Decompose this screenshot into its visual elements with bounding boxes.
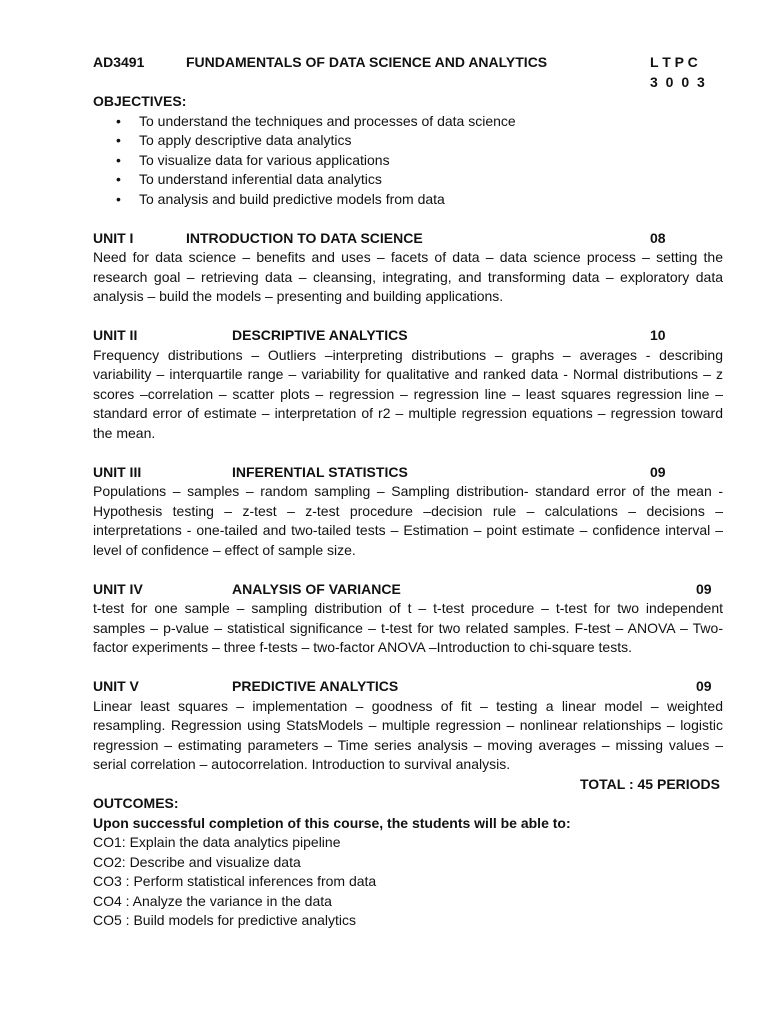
unit-4 bbox=[93, 580, 723, 658]
unit-content: Linear least squares – implementation – goodness of fit – testing a linear model – weighted resampling. Regression using StatsModels – multiple regression – nonlinear relationships – logistic regression – estimating parameters – Time series analysis – moving averages – missing values – serial correlation – autocorrelation. Introduction to survival analysis. bbox=[93, 697, 723, 772]
ltpc-row bbox=[93, 73, 723, 93]
unit-label: UNIT IV bbox=[93, 580, 143, 597]
list-item: • To apply descriptive data analytics bbox=[93, 131, 723, 151]
unit-label: UNIT I bbox=[93, 229, 134, 246]
list-item: • To analysis and build predictive models from data bbox=[93, 190, 723, 210]
objectives-heading: OBJECTIVES: bbox=[93, 93, 187, 109]
unit-hours: 08 bbox=[650, 229, 666, 246]
unit-content: Populations – samples – random sampling – Sampling distribution- standard error of the mean - Hypothesis testing – z-test – z-test procedure –decision rule – calculations – decisions – interpretations - one-tailed and two-tailed tests – Estimation – point estimate – confidence interval – level of confidence – effect of sample size. bbox=[93, 483, 723, 558]
unit-title: PREDICTIVE ANALYTICS bbox=[232, 678, 399, 694]
unit-hours: 09 bbox=[696, 580, 712, 597]
total-periods: TOTAL : 45 PERIODS bbox=[579, 775, 720, 792]
outcome-item: CO5 : Build models for predictive analytics bbox=[93, 912, 356, 928]
unit-hours: 09 bbox=[696, 678, 712, 694]
unit-2 bbox=[93, 326, 723, 443]
outcomes-heading: OUTCOMES: bbox=[93, 795, 179, 811]
unit-5 bbox=[93, 677, 723, 775]
outcome-item: CO3 : Perform statistical inferences from data bbox=[93, 873, 377, 889]
course-code: AD3491 bbox=[93, 54, 145, 70]
ltpc-label: L T P C bbox=[650, 54, 698, 70]
unit-title: DESCRIPTIVE ANALYTICS bbox=[232, 327, 408, 343]
unit-label: UNIT III bbox=[93, 463, 142, 480]
unit-hours: 10 bbox=[650, 327, 666, 343]
bullet-icon: • bbox=[116, 132, 121, 148]
unit-heading bbox=[93, 326, 723, 346]
objectives-list bbox=[93, 112, 723, 210]
list-item: • To understand inferential data analytics bbox=[93, 170, 723, 190]
unit-3 bbox=[93, 463, 723, 561]
bullet-icon: • bbox=[116, 171, 121, 187]
course-title: FUNDAMENTALS OF DATA SCIENCE AND ANALYTICS bbox=[186, 54, 548, 70]
outcome-item: CO4 : Analyze the variance in the data bbox=[93, 892, 332, 909]
list-item: • To understand the techniques and processes of data science bbox=[93, 112, 723, 132]
list-item: • To visualize data for various applications bbox=[93, 151, 723, 171]
ltpc-values: 3 0 0 3 bbox=[650, 73, 705, 90]
unit-title: ANALYSIS OF VARIANCE bbox=[232, 580, 401, 597]
unit-1 bbox=[93, 229, 723, 307]
unit-heading bbox=[93, 580, 723, 600]
unit-content: Need for data science – benefits and uses – facets of data – data science process – setting the research goal – retrieving data – cleansing, integrating, and transforming data – exploratory data analysis – build the models – presenting and building applications. bbox=[93, 249, 723, 304]
unit-heading bbox=[93, 229, 723, 249]
unit-label: UNIT V bbox=[93, 678, 139, 694]
unit-content: Frequency distributions – Outliers –interpreting distributions – graphs – averages - describing variability – interquartile range – variability for qualitative and ranked data - Normal distributions – z scores –correlation – scatter plots – regression – regression line – least squares regression line – standard error of estimate – interpretation of r2 – multiple regression equations – regression toward the mean. bbox=[93, 346, 723, 441]
bullet-icon: • bbox=[116, 151, 121, 168]
bullet-icon: • bbox=[116, 112, 121, 129]
outcome-item: CO2: Describe and visualize data bbox=[93, 853, 301, 870]
syllabus-page bbox=[93, 53, 723, 931]
outcome-item: CO1: Explain the data analytics pipeline bbox=[93, 834, 341, 850]
unit-heading bbox=[93, 677, 723, 697]
unit-hours: 09 bbox=[650, 463, 666, 480]
unit-content: t-test for one sample – sampling distribution of t – t-test procedure – t-test for two independent samples – p-value – statistical significance – t-test for two related samples. F-test – ANOVA – Two-factor experiments – three f-tests – two-factor ANOVA –Introduction to chi-square tests. bbox=[93, 600, 723, 655]
unit-title: INTRODUCTION TO DATA SCIENCE bbox=[186, 229, 423, 246]
bullet-icon: • bbox=[116, 190, 121, 207]
outcomes-intro: Upon successful completion of this course, the students will be able to: bbox=[93, 814, 571, 831]
unit-heading bbox=[93, 463, 723, 483]
course-header bbox=[93, 53, 723, 73]
unit-title: INFERENTIAL STATISTICS bbox=[232, 463, 408, 480]
unit-label: UNIT II bbox=[93, 327, 138, 343]
